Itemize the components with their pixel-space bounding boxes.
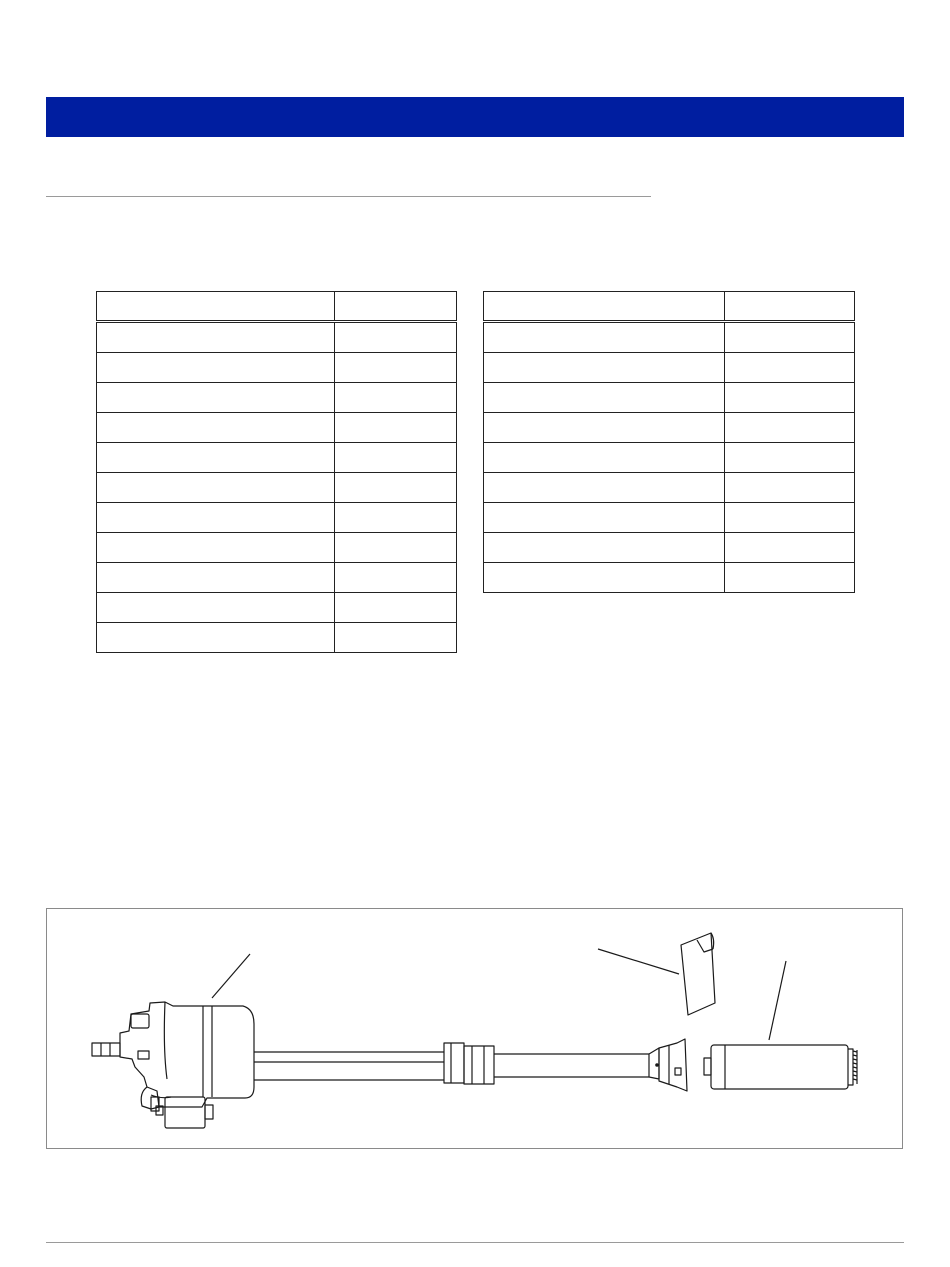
table-row: [97, 623, 457, 653]
column-header-part-number: [335, 292, 457, 322]
coupling-nut: [444, 1043, 494, 1084]
table-row: [484, 563, 855, 593]
cell-part-number: [335, 623, 457, 653]
cell-part-number: [725, 353, 855, 383]
column-header-description: [97, 292, 335, 322]
table-row: [97, 563, 457, 593]
table-row: [97, 503, 457, 533]
parts-table-right: [483, 291, 855, 593]
cell-part-number: [725, 563, 855, 593]
cell-part-number: [725, 322, 855, 353]
parts-table-left: [96, 291, 457, 653]
cell-description: [97, 383, 335, 413]
table-row: [484, 443, 855, 473]
cell-part-number: [335, 413, 457, 443]
table-row: [97, 593, 457, 623]
table-row: [484, 503, 855, 533]
cell-description: [484, 353, 725, 383]
table-header-row: [97, 292, 457, 322]
cell-description: [484, 413, 725, 443]
cell-description: [97, 413, 335, 443]
cell-part-number: [335, 533, 457, 563]
table-row: [484, 473, 855, 503]
section-divider: [46, 196, 651, 197]
leader-line-motor: [212, 954, 250, 998]
cell-part-number: [725, 413, 855, 443]
table-row: [97, 322, 457, 353]
cell-description: [484, 322, 725, 353]
table-row: [484, 322, 855, 353]
table-row: [484, 533, 855, 563]
leader-line-sleeve: [769, 961, 786, 1040]
table-row: [97, 383, 457, 413]
cell-part-number: [335, 473, 457, 503]
cell-part-number: [725, 473, 855, 503]
cell-description: [484, 443, 725, 473]
cell-description: [97, 443, 335, 473]
cell-description: [97, 533, 335, 563]
table-row: [484, 383, 855, 413]
assembly-illustration-frame: [46, 908, 903, 1149]
cell-description: [484, 533, 725, 563]
cell-part-number: [335, 353, 457, 383]
table-header-row: [484, 292, 855, 322]
table-row: [97, 443, 457, 473]
column-header-part-number: [725, 292, 855, 322]
cell-part-number: [335, 503, 457, 533]
cell-part-number: [335, 443, 457, 473]
inner-shaft: [494, 1054, 649, 1077]
cell-description: [484, 503, 725, 533]
cell-description: [484, 563, 725, 593]
table-row: [484, 413, 855, 443]
end-fitting: [649, 1039, 687, 1091]
cell-description: [97, 623, 335, 653]
cell-part-number: [725, 503, 855, 533]
table-row: [97, 413, 457, 443]
cell-description: [97, 593, 335, 623]
column-header-description: [484, 292, 725, 322]
cell-part-number: [335, 593, 457, 623]
steering-assembly-illustration: [47, 909, 904, 1150]
cell-part-number: [725, 533, 855, 563]
cell-part-number: [335, 563, 457, 593]
protective-sleeve: [704, 1045, 857, 1089]
table-row: [97, 533, 457, 563]
cell-description: [97, 322, 335, 353]
cell-part-number: [725, 383, 855, 413]
cell-description: [97, 473, 335, 503]
table-row: [484, 353, 855, 383]
section-banner: [46, 97, 904, 137]
column-tube: [254, 1052, 444, 1080]
motor-housing: [92, 1002, 254, 1128]
table-row: [97, 473, 457, 503]
cell-description: [97, 503, 335, 533]
cell-description: [484, 473, 725, 503]
cell-part-number: [725, 443, 855, 473]
grease-packet: [681, 933, 715, 1015]
leader-line-packet: [598, 949, 679, 974]
cell-part-number: [335, 322, 457, 353]
footer-divider: [46, 1242, 904, 1243]
cell-description: [97, 353, 335, 383]
cell-description: [97, 563, 335, 593]
cell-description: [484, 383, 725, 413]
table-row: [97, 353, 457, 383]
cell-part-number: [335, 383, 457, 413]
